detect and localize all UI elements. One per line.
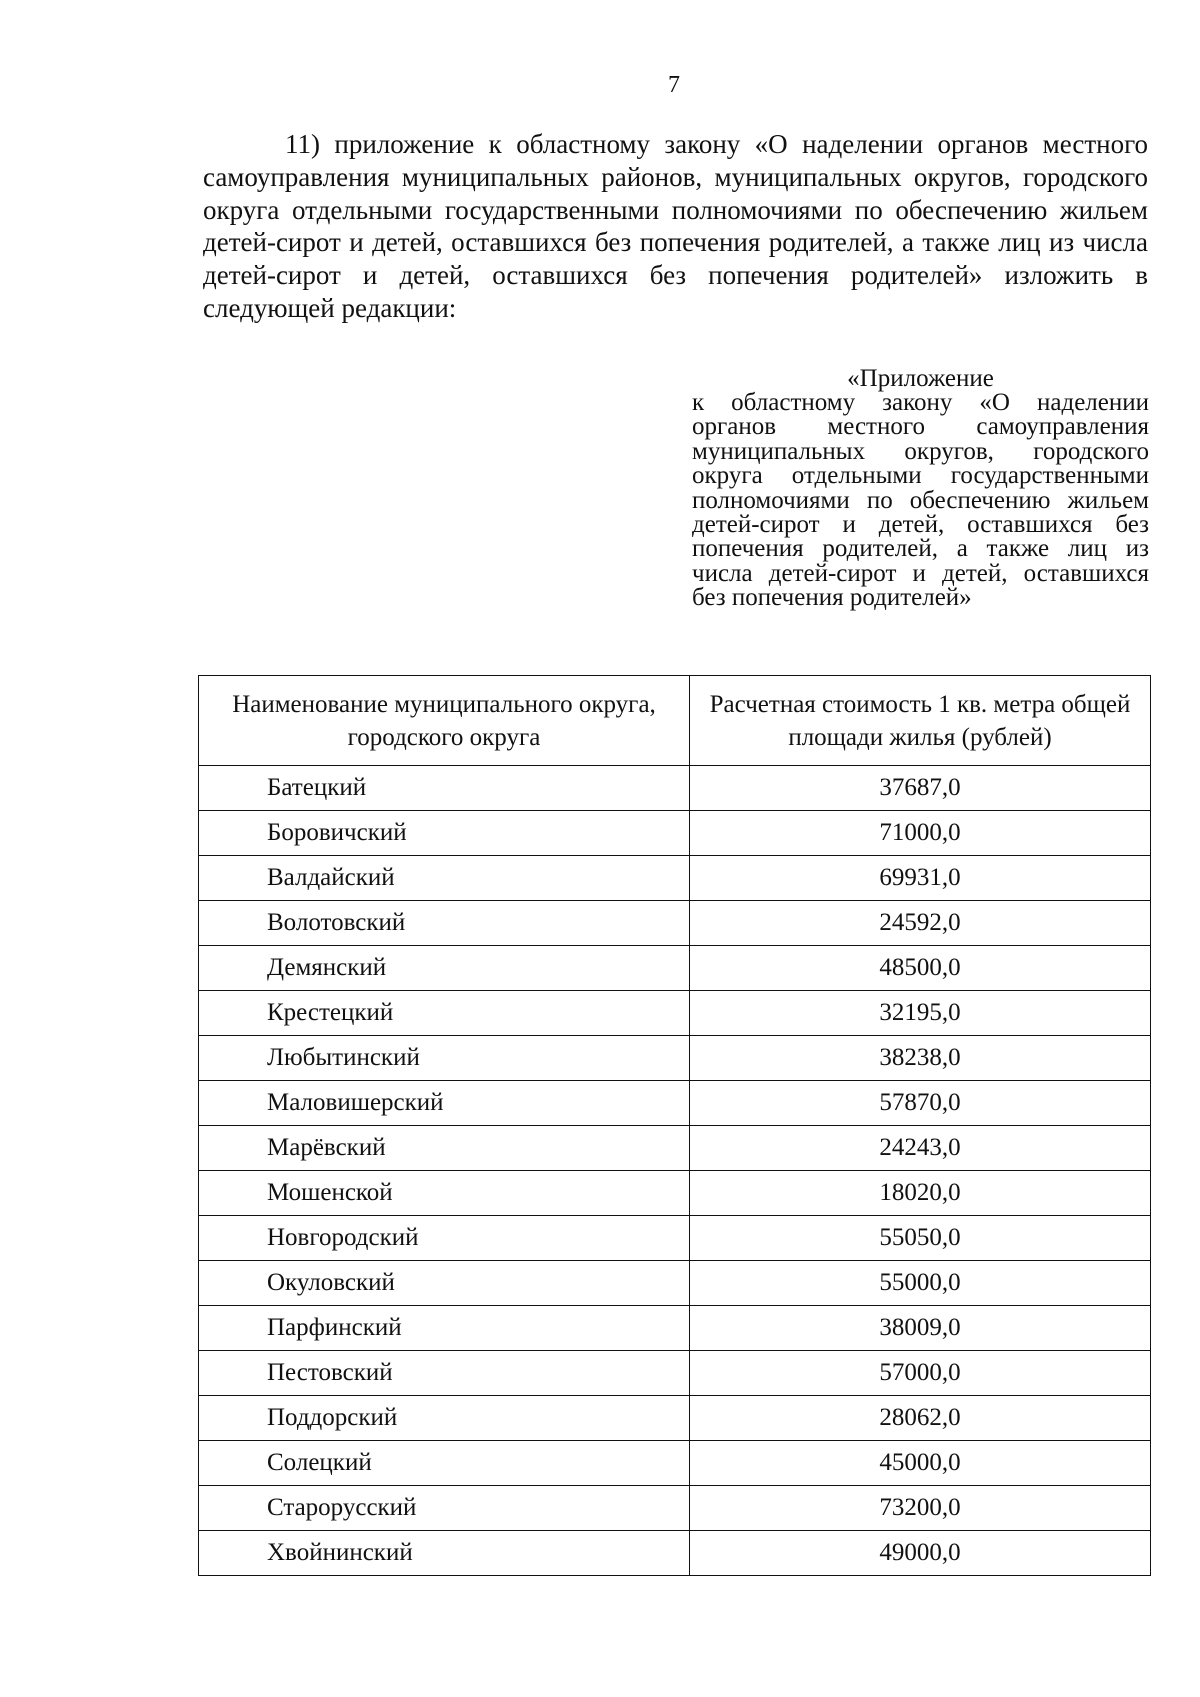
district-name-cell: Мошенской (199, 1171, 690, 1216)
table-row (199, 856, 1151, 901)
cost-value-cell: 45000,0 (690, 1441, 1151, 1486)
table-row (199, 901, 1151, 946)
appendix-title: «Приложение (847, 365, 994, 392)
cost-value-cell: 18020,0 (690, 1171, 1151, 1216)
cost-value-cell: 55050,0 (690, 1216, 1151, 1261)
district-name-cell: Крестецкий (199, 991, 690, 1036)
amendment-paragraph: 11) приложение к областному закону «О наделении органов местного самоуправления муниципальных районов, муниципальных округов, городского округа отдельными государственными полномочиями по обеспечению жильем детей-сирот и детей, оставшихся без попечения родителей, а также лиц из числа детей-сирот и детей, оставшихся без попечения родителей» изложить в следующей редакции: (203, 129, 1148, 323)
table-header-row (199, 676, 1151, 766)
cost-value-cell: 73200,0 (690, 1486, 1151, 1531)
district-name-cell: Волотовский (199, 901, 690, 946)
page-number: 7 (668, 72, 680, 98)
cost-value-cell: 48500,0 (690, 946, 1151, 991)
district-name-cell: Окуловский (199, 1261, 690, 1306)
table-row (199, 1081, 1151, 1126)
table-row (199, 946, 1151, 991)
district-name-cell: Валдайский (199, 856, 690, 901)
cost-value-cell: 57000,0 (690, 1351, 1151, 1396)
table-row (199, 1036, 1151, 1081)
district-name-cell: Хвойнинский (199, 1531, 690, 1576)
cost-value-cell: 57870,0 (690, 1081, 1151, 1126)
cost-value-cell: 28062,0 (690, 1396, 1151, 1441)
cost-value-cell: 32195,0 (690, 991, 1151, 1036)
cost-value-cell: 38238,0 (690, 1036, 1151, 1081)
table-row (199, 1216, 1151, 1261)
table-row (199, 1261, 1151, 1306)
table-row (199, 1306, 1151, 1351)
cost-value-cell: 38009,0 (690, 1306, 1151, 1351)
district-name-cell: Старорусский (199, 1486, 690, 1531)
housing-cost-table (198, 675, 1151, 1576)
cost-value-cell: 55000,0 (690, 1261, 1151, 1306)
cost-value-cell: 49000,0 (690, 1531, 1151, 1576)
header-district-name: Наименование муниципального округа, городского округа (199, 676, 690, 766)
table-row (199, 1171, 1151, 1216)
cost-value-cell: 69931,0 (690, 856, 1151, 901)
district-name-cell: Поддорский (199, 1396, 690, 1441)
appendix-heading-block (692, 367, 1149, 611)
district-name-cell: Марёвский (199, 1126, 690, 1171)
table-row (199, 1531, 1151, 1576)
cost-value-cell: 37687,0 (690, 766, 1151, 811)
table-row (199, 766, 1151, 811)
district-name-cell: Пестовский (199, 1351, 690, 1396)
table-row (199, 1351, 1151, 1396)
cost-value-cell: 24592,0 (690, 901, 1151, 946)
appendix-description: к областному закону «О наделении органов местного самоуправления муниципальных округов, городского округа отдельными государственными полномочиями по обеспечению жильем детей-сирот и детей, оставшихся без попечения родителей, а также лиц из числа детей-сирот и детей, оставшихся без попечения родителей» (692, 389, 1149, 612)
table-row (199, 991, 1151, 1036)
district-name-cell: Новгородский (199, 1216, 690, 1261)
cost-value-cell: 24243,0 (690, 1126, 1151, 1171)
cost-value-cell: 71000,0 (690, 811, 1151, 856)
table-row (199, 1441, 1151, 1486)
district-name-cell: Маловишерский (199, 1081, 690, 1126)
district-name-cell: Демянский (199, 946, 690, 991)
header-cost-per-sqm: Расчетная стоимость 1 кв. метра общей площади жилья (рублей) (690, 676, 1151, 766)
table-row (199, 1396, 1151, 1441)
district-name-cell: Парфинский (199, 1306, 690, 1351)
district-name-cell: Солецкий (199, 1441, 690, 1486)
table-row (199, 1486, 1151, 1531)
table-row (199, 1126, 1151, 1171)
table-row (199, 811, 1151, 856)
district-name-cell: Боровичский (199, 811, 690, 856)
district-name-cell: Любытинский (199, 1036, 690, 1081)
district-name-cell: Батецкий (199, 766, 690, 811)
